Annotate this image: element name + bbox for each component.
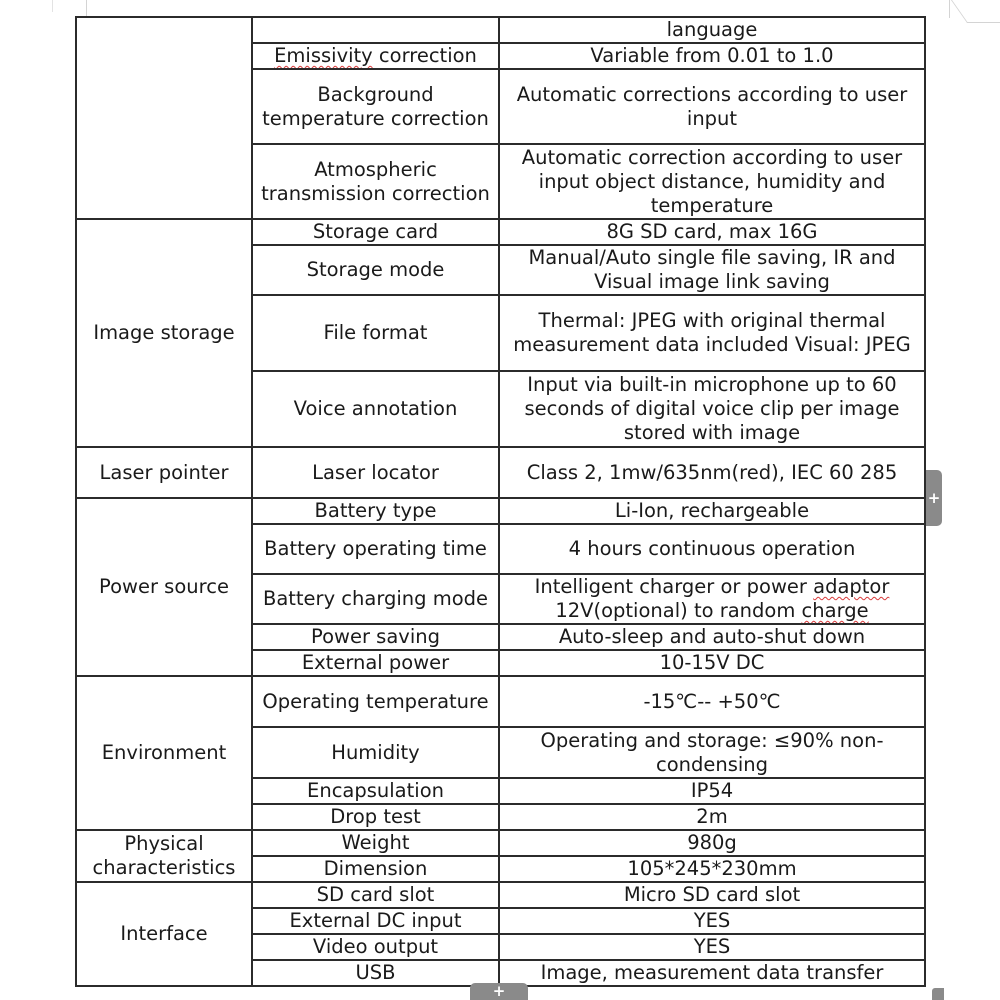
page-edge [52,0,53,12]
table-resize-handle[interactable] [932,988,944,1000]
param-cell: External DC input [252,908,499,934]
table-row [76,882,925,908]
value-cell: language [499,17,925,43]
value-cell: Variable from 0.01 to 1.0 [499,43,925,69]
value-cell: Input via built-in microphone up to 60 seconds of digital voice clip per image stored with image [499,371,925,447]
value-cell: Manual/Auto single file saving, IR and Visual image link saving [499,245,925,295]
param-cell: Emissivity correction [252,43,499,69]
category-cell: Environment [76,676,252,830]
param-cell: Storage card [252,219,499,245]
value-cell: Auto-sleep and auto-shut down [499,624,925,650]
table-row [76,676,925,727]
category-cell: Laser pointer [76,447,252,498]
table-row [76,219,925,245]
category-cell [76,17,252,219]
spelling-flag: Emissivity [274,44,373,67]
param-cell: Battery operating time [252,524,499,574]
value-cell: Li-Ion, rechargeable [499,498,925,524]
category-cell: Interface [76,882,252,986]
param-cell: SD card slot [252,882,499,908]
param-cell: Background temperature correction [252,69,499,144]
add-column-button[interactable]: + [926,470,942,526]
param-cell: Video output [252,934,499,960]
param-cell: Weight [252,830,499,856]
table-row [76,17,925,43]
param-cell: Battery type [252,498,499,524]
param-cell: External power [252,650,499,676]
param-cell: Voice annotation [252,371,499,447]
value-cell: 10-15V DC [499,650,925,676]
param-cell: USB [252,960,499,986]
page-edge [949,0,950,18]
param-cell: Laser locator [252,447,499,498]
param-cell: Drop test [252,804,499,830]
value-cell: Image, measurement data transfer [499,960,925,986]
param-cell: Humidity [252,727,499,778]
value-cell: Intelligent charger or power adaptor 12V(optional) to random charge [499,574,925,624]
param-cell: Power saving [252,624,499,650]
value-cell: Class 2, 1mw/635nm(red), IEC 60 285 [499,447,925,498]
value-cell: 4 hours continuous operation [499,524,925,574]
value-cell: 8G SD card, max 16G [499,219,925,245]
value-cell: 2m [499,804,925,830]
value-cell: Micro SD card slot [499,882,925,908]
spelling-flag: adaptor [813,575,890,598]
category-cell: Physical characteristics [76,830,252,882]
category-cell: Power source [76,498,252,676]
param-cell: File format [252,295,499,371]
page-corner [951,0,1000,23]
spec-table [75,16,926,987]
param-cell: Battery charging mode [252,574,499,624]
param-cell: Encapsulation [252,778,499,804]
param-cell: Atmospheric transmission correction [252,144,499,219]
param-cell: Storage mode [252,245,499,295]
value-cell: Automatic corrections according to user input [499,69,925,144]
value-cell: 105*245*230mm [499,856,925,882]
add-row-button[interactable]: + [470,983,528,1000]
spelling-flag: charge [801,599,869,622]
param-cell [252,17,499,43]
value-cell: YES [499,908,925,934]
category-cell: Image storage [76,219,252,447]
table-row [76,447,925,498]
value-cell: YES [499,934,925,960]
param-cell: Operating temperature [252,676,499,727]
table-row [76,830,925,856]
value-cell: IP54 [499,778,925,804]
value-cell: Automatic correction according to user input object distance, humidity and temperature [499,144,925,219]
table-row [76,498,925,524]
value-cell: -15℃-- +50℃ [499,676,925,727]
value-cell: Thermal: JPEG with original thermal measurement data included Visual: JPEG [499,295,925,371]
value-cell: 980g [499,830,925,856]
value-cell: Operating and storage: ≤90% non-condensing [499,727,925,778]
param-cell: Dimension [252,856,499,882]
